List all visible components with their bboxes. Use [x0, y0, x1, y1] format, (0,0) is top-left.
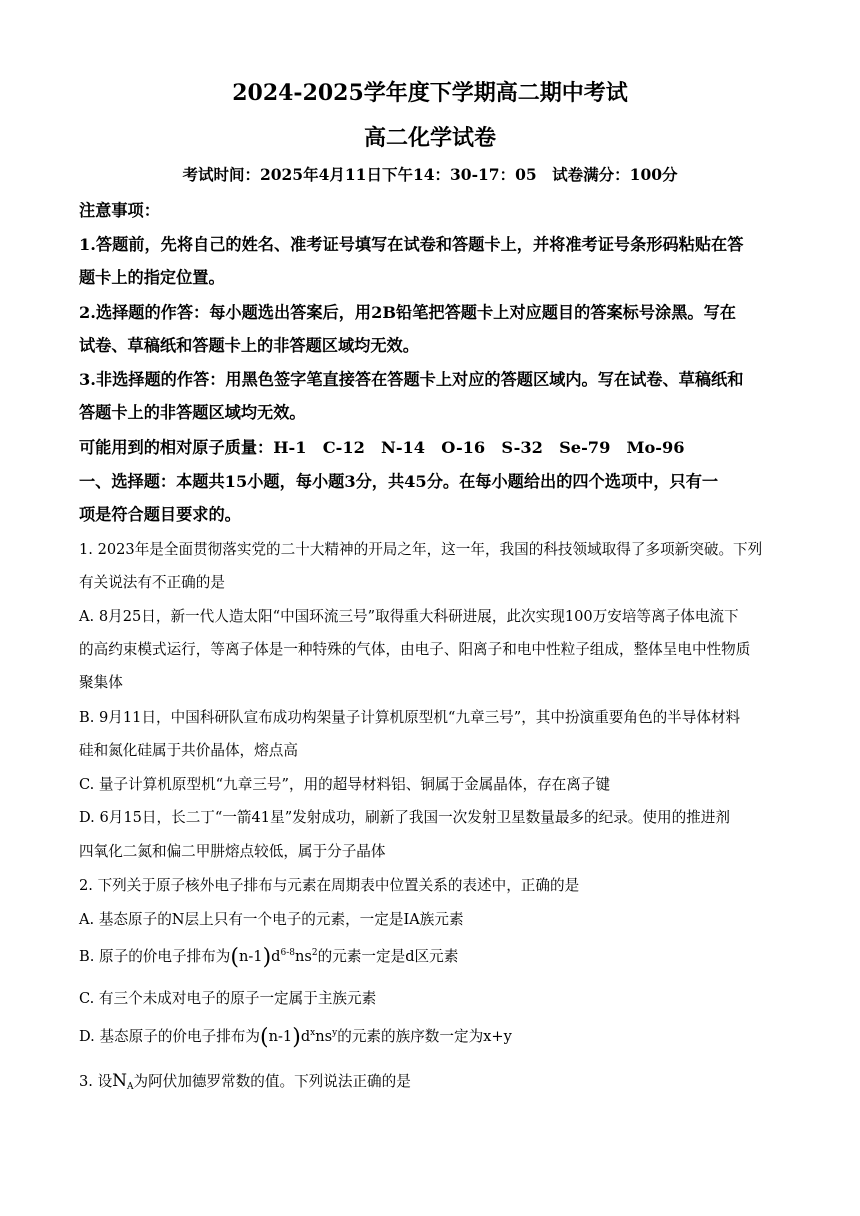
notice-item-3-line-2: 答题卡上的非答题区域均无效。 — [79, 403, 306, 422]
q2-option-d-suffix: 的元素的族序数一定为x+y — [337, 1028, 512, 1045]
notice-item-1-line-1: 1.答题前，先将自己的姓名、准考证号填写在试卷和答题卡上，并将准考证号条形码粘贴在答 — [79, 235, 744, 254]
q2-option-d-open-paren: ( — [260, 1025, 269, 1050]
q1-option-d-line-2: 四氧化二氮和偏二甲肼熔点较低，属于分子晶体 — [79, 843, 386, 860]
q2-option-b-ns-superscript: 2 — [311, 948, 318, 958]
q2-option-d-close-paren: ) — [292, 1025, 301, 1050]
q2-stem: 2. 下列关于原子核外电子排布与元素在周期表中位置关系的表述中，正确的是 — [79, 877, 580, 894]
q2-option-b-n-minus-1: n-1 — [238, 948, 263, 965]
exam-subtitle: 高二化学试卷 — [363, 125, 496, 151]
q2-option-d-ns-superscript: y — [332, 1028, 338, 1038]
notice-item-2-line-1: 2.选择题的作答：每小题选出答案后，用2B铅笔把答题卡上对应题目的答案标号涂黑。写在 — [79, 303, 736, 322]
q1-option-b-line-1: B. 9月11日，中国科研队宣布成功构架量子计算机原型机“九章三号”，其中扮演重要角色的半导体材料 — [79, 709, 741, 726]
q2-option-b-open-paren: ( — [230, 945, 239, 970]
q3-avogadro-symbol: N — [112, 1071, 128, 1091]
q2-option-b-close-paren: ) — [262, 945, 272, 970]
q2-option-d-ns: ns — [315, 1028, 333, 1045]
q2-option-d-prefix: D. 基态原子的价电子排布为 — [79, 1028, 260, 1045]
q2-option-d-d-superscript: x — [310, 1028, 316, 1038]
section1-heading-line-1: 一、选择题：本题共15小题，每小题3分，共45分。在每小题给出的四个选项中，只有一 — [79, 472, 719, 491]
exam-title: 2024-2025学年度下学期高二期中考试 — [232, 80, 628, 106]
q2-option-d-n-minus-1: n-1 — [268, 1028, 293, 1045]
notice-heading: 注意事项： — [79, 201, 160, 220]
atomic-mass-line: 可能用到的相对原子质量：H-1 C-12 N-14 O-16 S-32 Se-79 Mo-96 — [79, 438, 685, 457]
q3-prefix: 3. 设 — [79, 1073, 113, 1090]
section1-heading-line-2: 项是符合题目要求的。 — [79, 505, 241, 524]
notice-item-1-line-2: 题卡上的指定位置。 — [79, 268, 225, 287]
q1-option-c: C. 量子计算机原型机“九章三号”，用的超导材料铝、铜属于金属晶体，存在离子键 — [79, 776, 611, 793]
notice-item-3-line-1: 3.非选择题的作答：用黑色签字笔直接答在答题卡上对应的答题区域内。写在试卷、草稿纸和 — [79, 370, 744, 389]
exam-info: 考试时间：2025年4月11日下午14：30-17：05 试卷满分：100分 — [182, 165, 678, 184]
q1-stem-line-2: 有关说法有不正确的是 — [79, 574, 225, 591]
q2-option-c: C. 有三个未成对电子的原子一定属于主族元素 — [79, 990, 377, 1007]
q2-option-b-d: d — [271, 948, 281, 965]
q2-option-a: A. 基态原子的N层上只有一个电子的元素，一定是ⅠA族元素 — [79, 911, 464, 928]
q2-option-d — [79, 1025, 789, 1050]
q2-option-b-suffix: 的元素一定是d区元素 — [317, 948, 459, 965]
q1-option-d-line-1: D. 6月15日，长二丁“一箭41星”发射成功，刷新了我国一次发射卫星数量最多的纪录。使用的推进剂 — [79, 809, 730, 826]
q2-option-b-prefix: B. 原子的价电子排布为 — [79, 948, 231, 965]
q2-option-d-d: d — [300, 1028, 311, 1045]
q1-option-a-line-3: 聚集体 — [79, 674, 123, 691]
q3-avogadro-subscript: A — [127, 1082, 134, 1092]
q3-stem — [79, 1070, 789, 1091]
q2-option-b-ns: ns — [295, 948, 312, 965]
q1-option-b-line-2: 硅和氮化硅属于共价晶体，熔点高 — [79, 742, 298, 759]
q1-option-a-line-2: 的高约束模式运行，等离子体是一种特殊的气体，由电子、阳离子和电中性粒子组成，整体呈电中性物质 — [79, 641, 751, 658]
q3-suffix: 为阿伏加德罗常数的值。下列说法正确的是 — [133, 1073, 411, 1090]
q2-option-b-d-superscript: 6-8 — [280, 948, 296, 958]
q1-option-a-line-1: A. 8月25日，新一代人造太阳“中国环流三号”取得重大科研进展，此次实现100万安培等离子体电流下 — [79, 608, 739, 625]
q1-stem-line-1: 1. 2023年是全面贯彻落实党的二十大精神的开局之年，这一年，我国的科技领域取得了多项新突破。下列 — [79, 541, 763, 558]
q2-option-b — [79, 945, 789, 970]
notice-item-2-line-2: 试卷、草稿纸和答题卡上的非答题区域均无效。 — [79, 336, 419, 355]
